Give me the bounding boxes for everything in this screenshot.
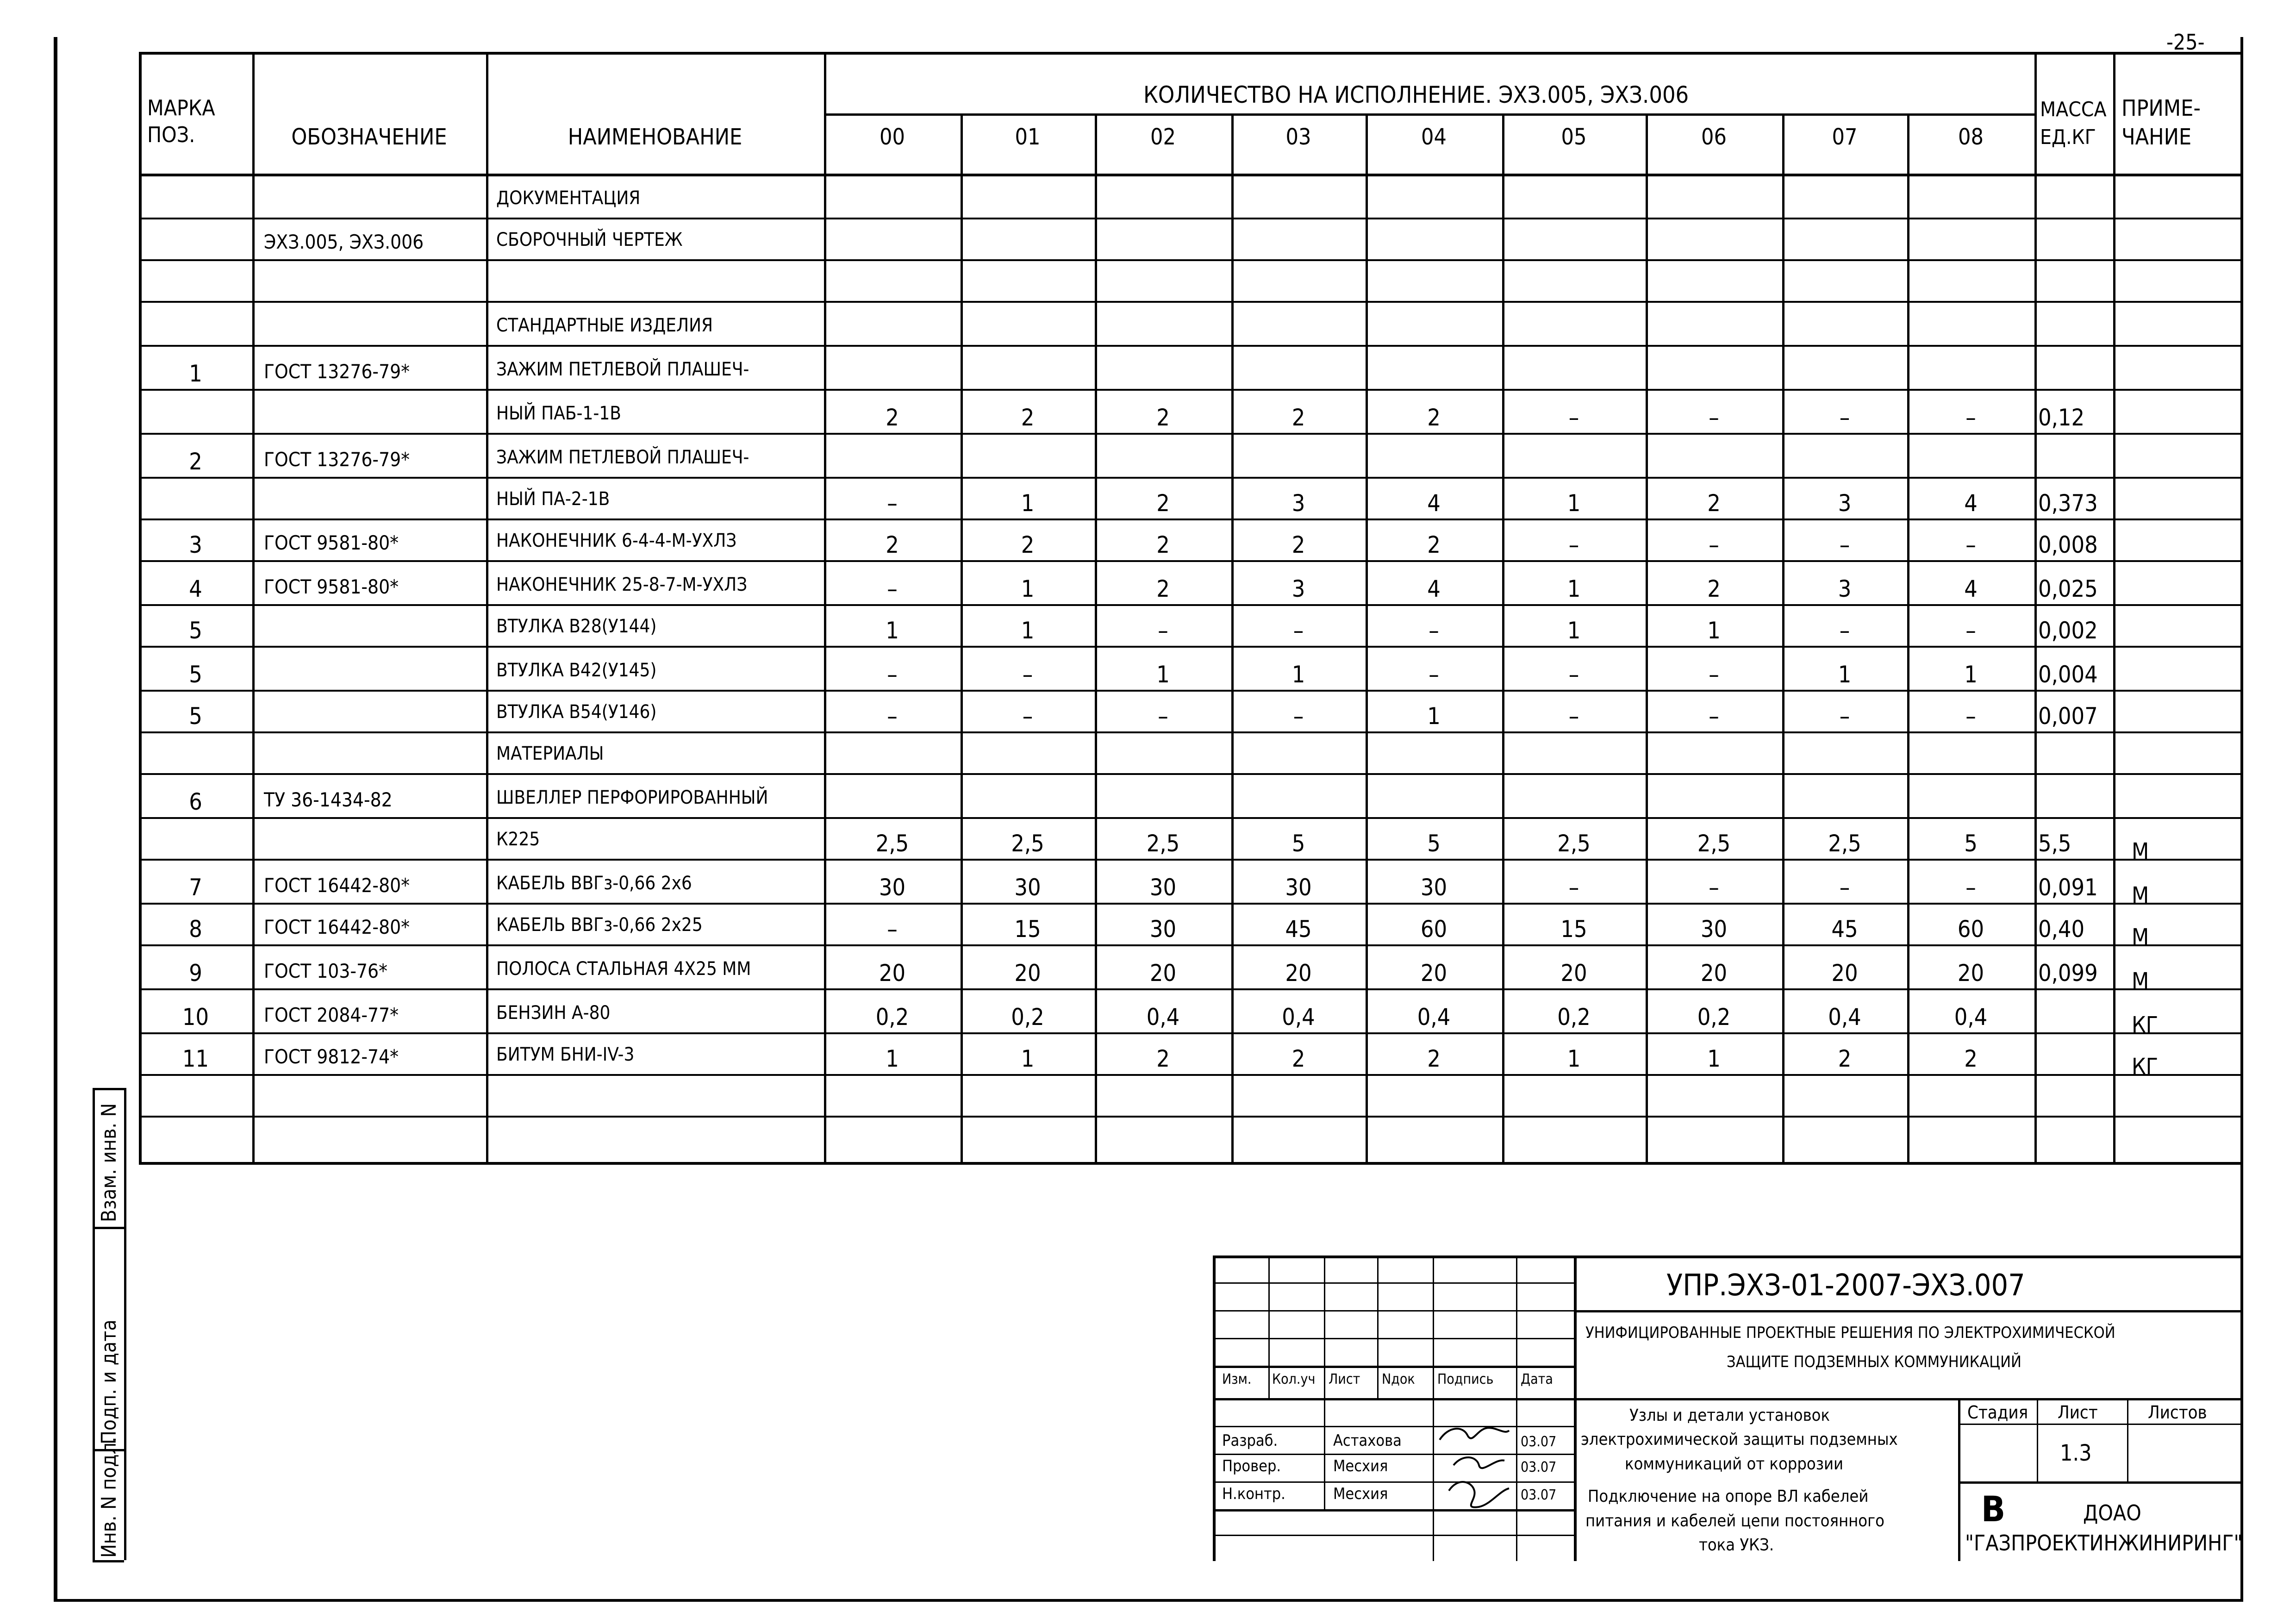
row-16-qty-05: – [1568,874,1579,901]
row-10-qty-08: – [1965,617,1976,644]
sheet-title-line3: тока УКЗ. [1699,1536,1774,1555]
row-12-qty-06: – [1709,703,1719,730]
row-18-qty-04: 20 [1420,960,1447,987]
row-18-qty-05: 20 [1560,960,1587,987]
row-11-qty-04: – [1429,661,1439,688]
row-8-qty-02: 2 [1156,531,1170,558]
row-10-mark: 5 [189,617,202,644]
row-9-mark: 4 [189,575,202,602]
row-19-qty-07: 0,4 [1828,1004,1861,1031]
row-11-mass: 0,004 [2038,661,2098,688]
row-11-qty-03: 1 [1292,661,1305,688]
row-9-name: НАКОНЕЧНИК 25-8-7-М-УХЛЗ [496,574,748,595]
row-17-qty-05: 15 [1560,916,1587,943]
header-mass-line1: МАССА [2040,98,2107,121]
row-20-qty-05: 1 [1567,1045,1581,1072]
row-19-note: КГ [2132,1012,2158,1038]
row-5-qty-04: 2 [1427,404,1441,431]
row-7-name: НЫЙ ПА-2-1В [496,488,610,510]
header-variant-05: 05 [1561,124,1587,150]
row-9-qty-01: 1 [1021,575,1035,602]
row-18-mass: 0,099 [2038,960,2098,987]
row-12-qty-03: – [1293,703,1304,730]
row-19-qty-04: 0,4 [1417,1004,1451,1031]
row-7-qty-04: 4 [1427,490,1441,517]
row-3-name: СТАНДАРТНЫЕ ИЗДЕЛИЯ [496,315,713,336]
row-15-qty-02: 2,5 [1146,830,1180,857]
header-variant-03: 03 [1285,124,1311,150]
row-9-designation: ГОСТ 9581-80* [264,575,399,598]
row-1-designation: ЭХЗ.005, ЭХЗ.006 [264,231,424,253]
row-6-name: ЗАЖИМ ПЕТЛЕВОЙ ПЛАШЕЧ- [496,447,749,468]
row-16-qty-04: 30 [1420,874,1447,901]
row-19-qty-02: 0,4 [1146,1004,1180,1031]
header-designation: ОБОЗНАЧЕНИЕ [291,124,447,150]
col-ndok: Nдок [1382,1371,1415,1387]
row-5-qty-00: 2 [886,404,899,431]
header-variant-07: 07 [1832,124,1858,150]
row-10-qty-00: 1 [886,617,899,644]
row-20-qty-08: 2 [1964,1045,1978,1072]
row-18-qty-06: 20 [1700,960,1728,987]
stage-label: Стадия [1967,1402,2028,1423]
project-title-line2: ЗАЩИТЕ ПОДЗЕМНЫХ КОММУНИКАЦИЙ [1727,1353,2021,1371]
row-7-qty-01: 1 [1021,490,1035,517]
row-11-qty-01: – [1022,661,1033,688]
row-9-qty-06: 2 [1707,575,1721,602]
row-7-qty-06: 2 [1707,490,1721,517]
row-16-qty-06: – [1709,874,1719,901]
row-17-qty-08: 60 [1957,916,1984,943]
row-15-qty-04: 5 [1427,830,1441,857]
row-11-qty-02: 1 [1156,661,1170,688]
name-razrab: Астахова [1333,1431,1402,1450]
col-kol: Кол.уч [1272,1371,1316,1387]
sheet-number: 1.3 [2060,1440,2092,1466]
row-11-name: ВТУЛКА В42(У145) [496,660,657,681]
row-5-qty-03: 2 [1292,404,1305,431]
row-8-qty-00: 2 [886,531,899,558]
row-11-qty-05: – [1568,661,1579,688]
row-18-qty-07: 20 [1831,960,1858,987]
row-13-name: МАТЕРИАЛЫ [496,743,604,764]
org-logo: B [1981,1488,2006,1530]
role-nkontr: Н.контр. [1222,1485,1285,1503]
row-7-qty-03: 3 [1292,490,1305,517]
header-variant-00: 00 [880,124,905,150]
row-19-qty-05: 0,2 [1557,1004,1591,1031]
row-17-designation: ГОСТ 16442-80* [264,916,410,938]
row-19-designation: ГОСТ 2084-77* [264,1004,399,1026]
row-12-qty-05: – [1568,703,1579,730]
row-14-designation: ТУ 36-1434-82 [264,788,393,811]
row-9-qty-03: 3 [1292,575,1305,602]
role-razrab: Разраб. [1222,1431,1278,1450]
row-8-designation: ГОСТ 9581-80* [264,531,399,554]
row-9-qty-00: – [887,575,898,602]
date-prover: 03.07 [1521,1459,1557,1475]
row-17-mark: 8 [189,916,202,943]
row-18-qty-08: 20 [1957,960,1984,987]
row-15-qty-00: 2,5 [875,830,909,857]
row-14-name: ШВЕЛЛЕР ПЕРФОРИРОВАННЫЙ [496,787,768,808]
row-12-mass: 0,007 [2038,703,2098,730]
row-0-name: ДОКУМЕНТАЦИЯ [496,187,641,209]
row-5-name: НЫЙ ПАБ-1-1В [496,403,621,424]
row-8-qty-01: 2 [1021,531,1035,558]
header-variant-02: 02 [1150,124,1176,150]
doc-code: УПР.ЭХЗ-01-2007-ЭХЗ.007 [1666,1268,2025,1303]
row-20-qty-01: 1 [1021,1045,1035,1072]
row-12-mark: 5 [189,703,202,730]
row-12-qty-02: – [1158,703,1168,730]
row-16-designation: ГОСТ 16442-80* [264,874,410,897]
row-18-qty-01: 20 [1014,960,1041,987]
row-11-qty-06: – [1709,661,1719,688]
row-20-qty-07: 2 [1838,1045,1852,1072]
row-6-designation: ГОСТ 13276-79* [264,448,410,471]
row-17-qty-00: – [887,916,898,943]
row-5-qty-01: 2 [1021,404,1035,431]
row-20-qty-03: 2 [1292,1045,1305,1072]
row-5-qty-07: – [1839,404,1850,431]
row-20-name: БИТУМ БНИ-IV-3 [496,1044,635,1065]
side-label-inv: Инв. N подл. [97,1437,121,1558]
org-line2: "ГАЗПРОЕКТИНЖИНИРИНГ" [1965,1530,2243,1555]
row-10-qty-02: – [1158,617,1168,644]
row-11-mark: 5 [189,661,202,688]
row-20-designation: ГОСТ 9812-74* [264,1045,399,1068]
section-title-line3: коммуникаций от коррозии [1625,1455,1844,1474]
row-20-note: КГ [2132,1054,2158,1080]
row-15-qty-07: 2,5 [1828,830,1861,857]
row-9-qty-08: 4 [1964,575,1978,602]
sheet-label: Лист [2058,1402,2098,1423]
row-7-qty-02: 2 [1156,490,1170,517]
page-number: -25- [2166,30,2205,55]
row-5-qty-06: – [1709,404,1719,431]
row-7-qty-00: – [887,490,898,517]
name-nkontr: Месхия [1333,1485,1388,1503]
row-16-qty-02: 30 [1149,874,1177,901]
row-8-qty-05: – [1568,531,1579,558]
row-1-name: СБОРОЧНЫЙ ЧЕРТЕЖ [496,229,683,250]
org-line1: ДОАО [2083,1500,2141,1525]
row-16-qty-03: 30 [1285,874,1312,901]
header-mass-line2: ЕД.КГ [2040,125,2096,149]
row-18-name: ПОЛОСА СТАЛЬНАЯ 4Х25 ММ [496,958,751,980]
row-11-qty-00: – [887,661,898,688]
row-17-qty-07: 45 [1831,916,1858,943]
header-variant-08: 08 [1958,124,1984,150]
row-10-qty-07: – [1839,617,1850,644]
row-14-mark: 6 [189,788,202,815]
row-16-note: М [2132,882,2149,908]
row-7-qty-08: 4 [1964,490,1978,517]
side-label-podp: Подп. и дата [97,1319,121,1444]
row-8-name: НАКОНЕЧНИК 6-4-4-М-УХЛЗ [496,530,737,551]
row-18-qty-03: 20 [1285,960,1312,987]
row-20-qty-00: 1 [886,1045,899,1072]
row-12-qty-08: – [1965,703,1976,730]
row-17-name: КАБЕЛЬ ВВГз-0,66 2х25 [496,914,703,936]
col-list: Лист [1329,1371,1360,1387]
sheet-title-line1: Подключение на опоре ВЛ кабелей [1588,1487,1869,1506]
row-16-name: КАБЕЛЬ ВВГз-0,66 2х6 [496,873,692,894]
row-15-qty-05: 2,5 [1557,830,1591,857]
row-18-note: М [2132,968,2149,994]
col-podpis: Подпись [1437,1371,1494,1387]
row-9-qty-07: 3 [1838,575,1852,602]
row-20-qty-02: 2 [1156,1045,1170,1072]
row-16-qty-01: 30 [1014,874,1041,901]
row-17-qty-06: 30 [1700,916,1728,943]
row-19-qty-06: 0,2 [1697,1004,1731,1031]
row-16-mass: 0,091 [2038,874,2098,901]
header-variant-06: 06 [1701,124,1727,150]
row-9-mass: 0,025 [2038,575,2098,602]
row-19-qty-01: 0,2 [1011,1004,1044,1031]
row-18-qty-00: 20 [879,960,906,987]
side-label-vzam: Взам. инв. N [97,1103,121,1222]
row-8-mark: 3 [189,531,202,558]
row-19-qty-00: 0,2 [875,1004,909,1031]
row-10-name: ВТУЛКА В28(У144) [496,616,657,637]
row-10-qty-03: – [1293,617,1304,644]
row-19-qty-08: 0,4 [1954,1004,1988,1031]
row-8-qty-07: – [1839,531,1850,558]
header-mark-line2: ПОЗ. [147,122,195,147]
row-12-qty-00: – [887,703,898,730]
row-15-qty-03: 5 [1292,830,1305,857]
row-7-mass: 0,373 [2038,490,2098,517]
row-12-qty-04: 1 [1427,703,1441,730]
header-quantity-group: КОЛИЧЕСТВО НА ИСПОЛНЕНИЕ. ЭХЗ.005, ЭХЗ.006 [1143,81,1689,108]
sheets-label: Листов [2148,1402,2207,1423]
col-data: Дата [1521,1371,1553,1387]
page-top-border [139,52,2240,55]
row-5-qty-02: 2 [1156,404,1170,431]
row-11-qty-08: 1 [1964,661,1978,688]
row-19-mark: 10 [182,1004,209,1031]
row-5-mass: 0,12 [2038,404,2085,431]
row-5-qty-05: – [1568,404,1579,431]
row-4-mark: 1 [189,360,202,387]
col-izm: Изм. [1222,1371,1252,1387]
row-12-qty-07: – [1839,703,1850,730]
row-10-qty-05: 1 [1567,617,1581,644]
row-10-qty-04: – [1429,617,1439,644]
row-15-name: К225 [496,829,540,850]
header-note-line1: ПРИМЕ- [2121,95,2201,121]
row-8-mass: 0,008 [2038,531,2098,558]
row-17-qty-01: 15 [1014,916,1041,943]
row-20-mark: 11 [182,1045,209,1072]
row-16-qty-08: – [1965,874,1976,901]
row-10-qty-01: 1 [1021,617,1035,644]
row-17-qty-02: 30 [1149,916,1177,943]
row-6-mark: 2 [189,448,202,475]
row-15-mass: 5,5 [2038,830,2071,857]
row-17-mass: 0,40 [2038,916,2085,943]
row-11-qty-07: 1 [1838,661,1852,688]
row-7-qty-07: 3 [1838,490,1852,517]
row-8-qty-04: 2 [1427,531,1441,558]
row-16-qty-00: 30 [879,874,906,901]
sheet-title-line2: питания и кабелей цепи постоянного [1585,1512,1884,1530]
date-razrab: 03.07 [1521,1434,1557,1450]
name-prover: Месхия [1333,1457,1388,1475]
row-17-qty-03: 45 [1285,916,1312,943]
row-17-qty-04: 60 [1420,916,1447,943]
header-mark-line1: МАРКА [147,95,215,120]
header-variant-01: 01 [1015,124,1041,150]
row-7-qty-05: 1 [1567,490,1581,517]
row-15-note: М [2132,838,2149,864]
date-nkontr: 03.07 [1521,1487,1557,1503]
row-20-qty-06: 1 [1707,1045,1721,1072]
row-9-qty-02: 2 [1156,575,1170,602]
header-name: НАИМЕНОВАНИЕ [568,124,742,150]
header-note-line2: ЧАНИЕ [2121,124,2192,150]
section-title-line1: Узлы и детали установок [1629,1406,1830,1425]
row-4-designation: ГОСТ 13276-79* [264,360,410,383]
row-8-qty-06: – [1709,531,1719,558]
row-8-qty-03: 2 [1292,531,1305,558]
row-16-qty-07: – [1839,874,1850,901]
row-9-qty-04: 4 [1427,575,1441,602]
row-12-qty-01: – [1022,703,1033,730]
row-18-qty-02: 20 [1149,960,1177,987]
row-10-qty-06: 1 [1707,617,1721,644]
row-12-name: ВТУЛКА В54(У146) [496,701,657,723]
row-8-qty-08: – [1965,531,1976,558]
row-9-qty-05: 1 [1567,575,1581,602]
row-15-qty-01: 2,5 [1011,830,1044,857]
row-18-designation: ГОСТ 103-76* [264,960,387,982]
row-4-name: ЗАЖИМ ПЕТЛЕВОЙ ПЛАШЕЧ- [496,359,749,380]
row-5-qty-08: – [1965,404,1976,431]
row-15-qty-06: 2,5 [1697,830,1731,857]
row-19-name: БЕНЗИН А-80 [496,1002,611,1024]
role-prover: Провер. [1222,1457,1281,1475]
row-18-mark: 9 [189,960,202,987]
row-17-note: М [2132,924,2149,950]
row-20-qty-04: 2 [1427,1045,1441,1072]
row-10-mass: 0,002 [2038,617,2098,644]
section-title-line2: электрохимической защиты подземных [1581,1430,1898,1449]
row-15-qty-08: 5 [1964,830,1978,857]
row-19-qty-03: 0,4 [1282,1004,1315,1031]
project-title-line1: УНИФИЦИРОВАННЫЕ ПРОЕКТНЫЕ РЕШЕНИЯ ПО ЭЛЕКТРОХИМИЧЕСКОЙ [1585,1324,2115,1342]
header-variant-04: 04 [1421,124,1447,150]
signature-marks [1435,1421,1516,1514]
row-16-mark: 7 [189,874,202,901]
